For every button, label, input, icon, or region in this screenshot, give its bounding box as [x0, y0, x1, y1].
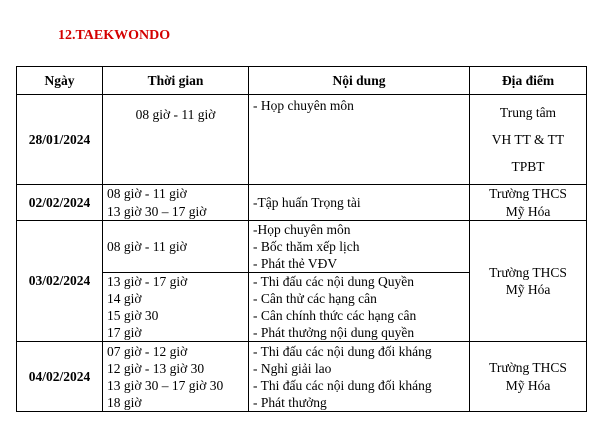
table-row: [17, 185, 587, 221]
content-line: - Phát thẻ VĐV: [253, 256, 338, 271]
time-line: 08 giờ - 11 giờ: [107, 186, 187, 201]
content-line: -Tập huấn Trọng tài: [253, 194, 361, 210]
row-date: 04/02/2024: [17, 342, 103, 412]
time-line: 07 giờ - 12 giờ: [107, 343, 188, 359]
row-content: [249, 221, 470, 273]
section-heading: 12.TAEKWONDO: [58, 28, 171, 43]
row-content: [249, 95, 470, 185]
time-line: 13 giờ 30 – 17 giờ: [107, 203, 207, 219]
place-line: Mỹ Hóa: [505, 203, 551, 219]
content-line: -Họp chuyên môn: [253, 222, 351, 237]
time-line: 15 giờ 30: [107, 308, 159, 323]
time-line: 08 giờ - 11 giờ: [107, 238, 187, 254]
time-line: 18 giờ: [107, 394, 142, 410]
row-content: [249, 185, 470, 221]
place-line: Trường THCS: [489, 186, 567, 201]
row-date: 03/02/2024: [17, 221, 103, 342]
content-line: - Thi đấu các nội dung Quyền: [253, 274, 414, 289]
table-row: [17, 342, 587, 412]
column-header-content: Nội dung: [249, 67, 470, 95]
row-place: [470, 185, 587, 221]
time-line: 14 giờ: [107, 291, 142, 306]
column-header-place: Địa điểm: [470, 67, 587, 95]
content-line: - Họp chuyên môn: [253, 98, 354, 113]
row-time: [103, 273, 249, 342]
place-line: Trường THCS: [489, 360, 567, 375]
column-header-time: Thời gian: [103, 67, 249, 95]
content-line: - Cân chính thức các hạng cân: [253, 308, 417, 323]
row-time: [103, 221, 249, 273]
place-line: Trường THCS: [489, 264, 567, 280]
schedule-table: [16, 66, 587, 412]
place-line: TPBT: [511, 159, 545, 174]
table-row: [17, 95, 587, 185]
content-line: - Nghỉ giải lao: [253, 360, 332, 376]
time-line: 08 giờ - 11 giờ: [135, 107, 216, 122]
content-line: - Thi đấu các nội dung đối kháng: [253, 377, 432, 393]
column-header-date: Ngày: [17, 67, 103, 95]
place-line: Trung tâm: [499, 105, 557, 120]
content-line: - Phát thưởng: [253, 394, 327, 410]
content-line: - Bốc thăm xếp lịch: [253, 239, 360, 254]
content-line: - Phát thưởng nội dung quyền: [253, 325, 415, 340]
row-date: 02/02/2024: [17, 185, 103, 221]
table-header-row: [17, 67, 587, 95]
content-line: - Thi đấu các nội dung đối kháng: [253, 343, 432, 359]
row-time: [103, 342, 249, 412]
table-row: [17, 221, 587, 273]
place-line: Mỹ Hóa: [505, 377, 551, 393]
time-line: 17 giờ: [107, 325, 142, 340]
place-line: Mỹ Hóa: [505, 282, 551, 297]
row-time: [103, 95, 249, 185]
row-content: [249, 342, 470, 412]
row-date: 28/01/2024: [17, 95, 103, 185]
row-content: [249, 273, 470, 342]
time-line: 12 giờ - 13 giờ 30: [107, 360, 205, 376]
time-line: 13 giờ 30 – 17 giờ 30: [107, 377, 224, 393]
row-place: [470, 342, 587, 412]
place-line: VH TT & TT: [491, 132, 565, 147]
row-time: [103, 185, 249, 221]
time-line: 13 giờ - 17 giờ: [107, 274, 188, 289]
row-place: [470, 221, 587, 342]
row-place: [470, 95, 587, 185]
content-line: - Cân thử các hạng cân: [253, 291, 377, 306]
